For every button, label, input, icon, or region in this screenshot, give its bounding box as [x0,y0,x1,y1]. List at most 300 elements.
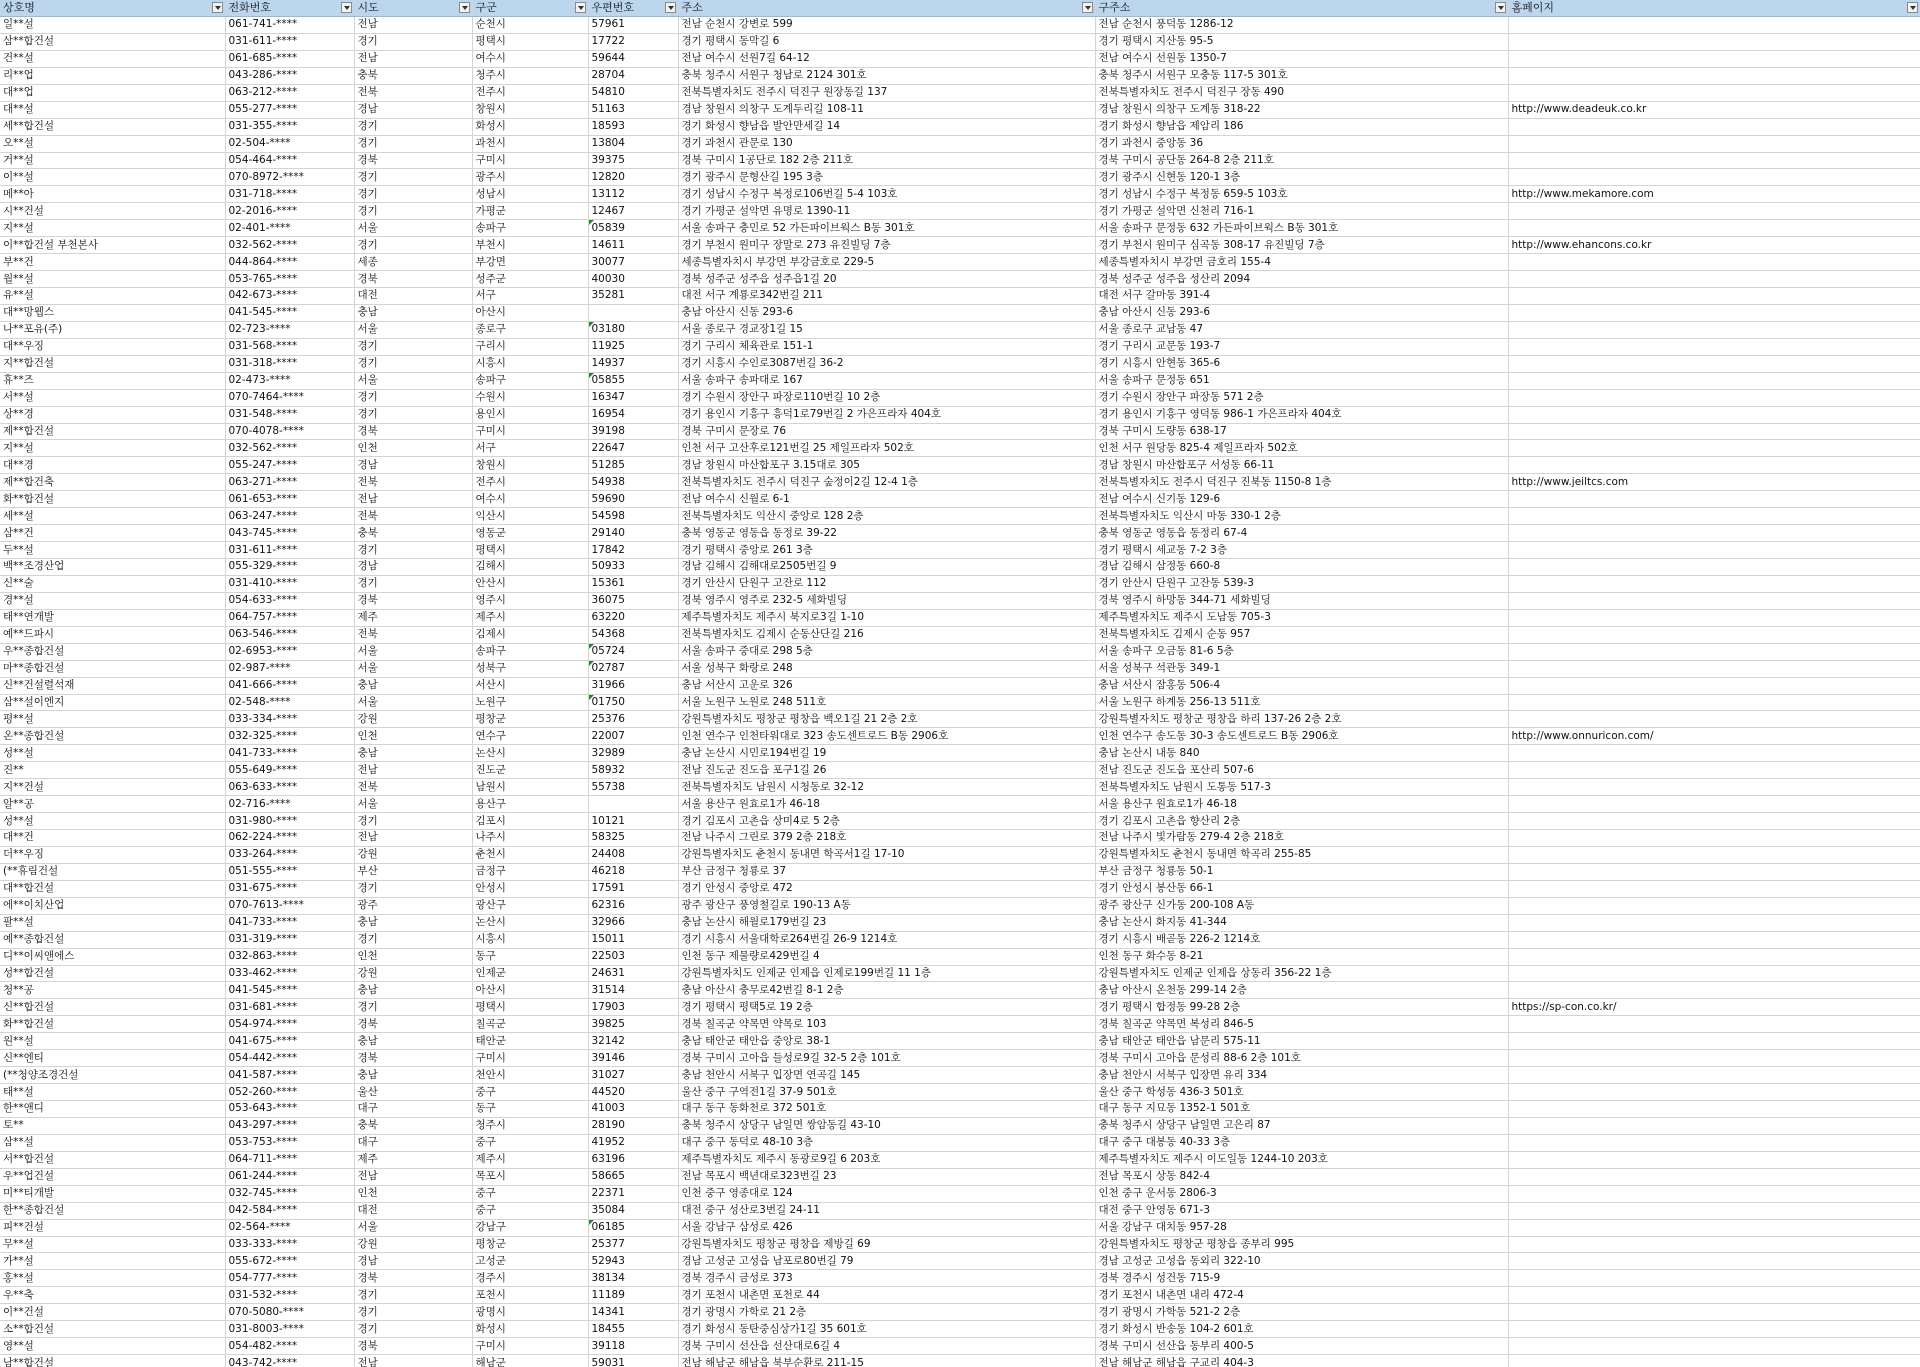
cell-address[interactable]: 제주특별자치도 제주시 동광로9길 6 203호 [678,1151,1095,1168]
cell-homepage[interactable] [1508,711,1920,728]
cell-postcode[interactable]: 51285 [588,457,678,474]
cell-company-name[interactable]: 영**설 [0,1338,225,1355]
cell-homepage[interactable] [1508,440,1920,457]
cell-district[interactable]: 중구 [472,1084,588,1101]
cell-district[interactable]: 전주시 [472,474,588,491]
cell-address[interactable]: 전남 여수시 선원7길 64-12 [678,50,1095,67]
cell-address[interactable]: 경기 구리시 체육관로 151-1 [678,338,1095,355]
cell-address[interactable]: 경기 가평군 설악면 유명로 1390-11 [678,203,1095,220]
cell-phone[interactable]: 02-723-**** [225,321,354,338]
cell-province[interactable]: 경북 [354,423,472,440]
cell-province[interactable]: 울산 [354,1084,472,1101]
cell-province[interactable]: 대구 [354,1101,472,1118]
cell-homepage[interactable] [1508,830,1920,847]
cell-province[interactable]: 경기 [354,169,472,186]
cell-province[interactable]: 경기 [354,813,472,830]
cell-province[interactable]: 경기 [354,389,472,406]
cell-homepage[interactable] [1508,1084,1920,1101]
cell-phone[interactable]: 070-4078-**** [225,423,354,440]
cell-old-address[interactable]: 경기 광주시 신현동 120-1 3층 [1095,169,1508,186]
cell-province[interactable]: 경기 [354,575,472,592]
cell-phone[interactable]: 063-247-**** [225,508,354,525]
cell-phone[interactable]: 031-568-**** [225,338,354,355]
cell-postcode[interactable]: 14611 [588,237,678,254]
cell-postcode[interactable]: 28704 [588,67,678,84]
cell-company-name[interactable]: 성**합건설 [0,965,225,982]
cell-district[interactable]: 부천시 [472,237,588,254]
cell-postcode[interactable]: 18593 [588,118,678,135]
cell-postcode[interactable]: 50933 [588,559,678,576]
cell-company-name[interactable]: 팔**설 [0,914,225,931]
cell-postcode[interactable]: 13804 [588,135,678,152]
cell-company-name[interactable]: (**휴림건설 [0,863,225,880]
cell-province[interactable]: 경기 [354,338,472,355]
cell-postcode[interactable]: 54598 [588,508,678,525]
cell-old-address[interactable]: 경북 구미시 고아읍 문성리 88-6 2층 101호 [1095,1050,1508,1067]
cell-province[interactable]: 경기 [354,542,472,559]
cell-address[interactable]: 울산 중구 구역전1길 37-9 501호 [678,1084,1095,1101]
cell-district[interactable]: 평택시 [472,999,588,1016]
cell-postcode[interactable]: 39375 [588,152,678,169]
cell-company-name[interactable]: 태**연개발 [0,609,225,626]
cell-district[interactable]: 여수시 [472,491,588,508]
cell-old-address[interactable]: 강원특별자치도 평창군 평창읍 종부리 995 [1095,1236,1508,1253]
cell-homepage[interactable] [1508,321,1920,338]
cell-old-address[interactable]: 충남 논산시 화지동 41-344 [1095,914,1508,931]
cell-province[interactable]: 경기 [354,186,472,203]
cell-homepage[interactable] [1508,1287,1920,1304]
cell-postcode[interactable]: 22007 [588,728,678,745]
cell-company-name[interactable]: (**청양조경건설 [0,1067,225,1084]
cell-phone[interactable]: 055-672-**** [225,1253,354,1270]
cell-district[interactable]: 논산시 [472,745,588,762]
cell-phone[interactable]: 031-611-**** [225,33,354,50]
cell-phone[interactable]: 053-753-**** [225,1134,354,1151]
cell-address[interactable]: 서울 용산구 원효로1가 46-18 [678,796,1095,813]
cell-company-name[interactable]: 제**합건설 [0,423,225,440]
cell-address[interactable]: 인천 동구 제물량로429번길 4 [678,948,1095,965]
cell-address[interactable]: 전남 목포시 백년대로323번길 23 [678,1168,1095,1185]
cell-address[interactable]: 경기 화성시 동탄중심상가1길 35 601호 [678,1321,1095,1338]
cell-postcode[interactable]: 16954 [588,406,678,423]
cell-address[interactable]: 충북 청주시 상당구 남일면 쌍암동길 43-10 [678,1117,1095,1134]
cell-company-name[interactable]: 거**설 [0,152,225,169]
cell-postcode[interactable]: 32142 [588,1033,678,1050]
cell-phone[interactable]: 042-584-**** [225,1202,354,1219]
cell-district[interactable]: 아산시 [472,982,588,999]
cell-district[interactable]: 포천시 [472,1287,588,1304]
cell-postcode[interactable]: 22647 [588,440,678,457]
cell-district[interactable]: 구미시 [472,152,588,169]
cell-postcode[interactable] [588,304,678,321]
cell-old-address[interactable]: 충남 논산시 내동 840 [1095,745,1508,762]
cell-company-name[interactable]: 더**우징 [0,846,225,863]
cell-homepage[interactable] [1508,491,1920,508]
cell-postcode[interactable]: 58325 [588,830,678,847]
cell-province[interactable]: 충남 [354,677,472,694]
cell-phone[interactable]: 070-7464-**** [225,389,354,406]
cell-district[interactable]: 구미시 [472,1338,588,1355]
cell-province[interactable]: 경북 [354,1016,472,1033]
cell-phone[interactable]: 063-271-**** [225,474,354,491]
cell-province[interactable]: 전북 [354,779,472,796]
cell-homepage[interactable] [1508,67,1920,84]
cell-old-address[interactable]: 제주특별자치도 제주시 도남동 705-3 [1095,609,1508,626]
cell-homepage[interactable] [1508,33,1920,50]
cell-homepage[interactable] [1508,1338,1920,1355]
cell-old-address[interactable]: 경북 구미시 선산읍 동부리 400-5 [1095,1338,1508,1355]
cell-address[interactable]: 경기 광명시 가학로 21 2층 [678,1304,1095,1321]
cell-province[interactable]: 경기 [354,135,472,152]
cell-homepage[interactable] [1508,745,1920,762]
filter-dropdown-icon[interactable] [341,2,352,13]
cell-phone[interactable]: 02-504-**** [225,135,354,152]
cell-phone[interactable]: 051-555-**** [225,863,354,880]
cell-phone[interactable]: 043-742-**** [225,1355,354,1367]
cell-address[interactable]: 경기 김포시 고촌읍 상미4로 5 2층 [678,813,1095,830]
cell-company-name[interactable]: 한**앤디 [0,1101,225,1118]
cell-address[interactable]: 경기 시흥시 수인로3087번길 36-2 [678,355,1095,372]
cell-postcode[interactable]: 16347 [588,389,678,406]
cell-homepage[interactable] [1508,863,1920,880]
cell-postcode[interactable]: 46218 [588,863,678,880]
cell-phone[interactable]: 054-633-**** [225,592,354,609]
cell-district[interactable]: 나주시 [472,830,588,847]
cell-old-address[interactable]: 전북특별자치도 김제시 순동 957 [1095,626,1508,643]
cell-province[interactable]: 충북 [354,1117,472,1134]
cell-province[interactable]: 전남 [354,17,472,34]
cell-province[interactable]: 경남 [354,1253,472,1270]
cell-company-name[interactable]: 삼**합건설 [0,33,225,50]
cell-address[interactable]: 서울 송파구 송파대로 167 [678,372,1095,389]
cell-homepage[interactable] [1508,542,1920,559]
cell-postcode[interactable]: 03180 [588,321,678,338]
cell-homepage[interactable] [1508,169,1920,186]
cell-address[interactable]: 경북 영주시 영주로 232-5 세화빌딩 [678,592,1095,609]
cell-company-name[interactable]: 대**건 [0,830,225,847]
cell-homepage[interactable] [1508,254,1920,271]
cell-company-name[interactable]: 월**설 [0,271,225,288]
cell-district[interactable]: 서산시 [472,677,588,694]
cell-company-name[interactable]: 메**아 [0,186,225,203]
cell-district[interactable]: 송파구 [472,372,588,389]
cell-province[interactable]: 충남 [354,1033,472,1050]
cell-phone[interactable]: 031-8003-**** [225,1321,354,1338]
cell-district[interactable]: 목포시 [472,1168,588,1185]
cell-old-address[interactable]: 전북특별자치도 익산시 마동 330-1 2층 [1095,508,1508,525]
cell-postcode[interactable]: 36075 [588,592,678,609]
cell-address[interactable]: 경기 안성시 중앙로 472 [678,880,1095,897]
cell-homepage[interactable] [1508,1270,1920,1287]
cell-province[interactable]: 경기 [354,931,472,948]
cell-company-name[interactable]: 대**우징 [0,338,225,355]
cell-district[interactable]: 부강면 [472,254,588,271]
cell-province[interactable]: 서울 [354,694,472,711]
cell-postcode[interactable]: 62316 [588,897,678,914]
cell-postcode[interactable]: 02787 [588,660,678,677]
cell-phone[interactable]: 063-546-**** [225,626,354,643]
cell-homepage[interactable] [1508,626,1920,643]
cell-postcode[interactable]: 52943 [588,1253,678,1270]
cell-old-address[interactable]: 경기 화성시 향남읍 제암리 186 [1095,118,1508,135]
cell-old-address[interactable]: 전남 순천시 풍덕동 1286-12 [1095,17,1508,34]
cell-province[interactable]: 경북 [354,1338,472,1355]
cell-address[interactable]: 경기 수원시 장안구 파장로110번길 10 2층 [678,389,1095,406]
cell-old-address[interactable]: 경북 성주군 성주읍 성산리 2094 [1095,271,1508,288]
cell-phone[interactable]: 032-863-**** [225,948,354,965]
cell-address[interactable]: 서울 송파구 중대로 298 5층 [678,643,1095,660]
cell-homepage[interactable]: http://www.deadeuk.co.kr [1508,101,1920,118]
cell-homepage[interactable] [1508,135,1920,152]
cell-old-address[interactable]: 충북 영동군 영동읍 동정리 67-4 [1095,525,1508,542]
cell-homepage[interactable] [1508,559,1920,576]
cell-address[interactable]: 충남 천안시 서북구 입장면 연곡길 145 [678,1067,1095,1084]
cell-province[interactable]: 경기 [354,1304,472,1321]
cell-homepage[interactable]: http://www.mekamore.com [1508,186,1920,203]
cell-homepage[interactable] [1508,152,1920,169]
cell-address[interactable]: 충남 아산시 충무로42번길 8-1 2층 [678,982,1095,999]
cell-company-name[interactable]: 대**망웹스 [0,304,225,321]
filter-dropdown-icon[interactable] [665,2,676,13]
cell-district[interactable]: 남원시 [472,779,588,796]
cell-old-address[interactable]: 충남 태안군 태안읍 남문리 575-11 [1095,1033,1508,1050]
cell-company-name[interactable]: 홍**설 [0,1270,225,1287]
cell-old-address[interactable]: 경기 안산시 단원구 고잔동 539-3 [1095,575,1508,592]
cell-company-name[interactable]: 대**업 [0,84,225,101]
cell-district[interactable]: 시흥시 [472,931,588,948]
cell-old-address[interactable]: 전남 해남군 해남읍 구교리 404-3 [1095,1355,1508,1367]
cell-province[interactable]: 경기 [354,406,472,423]
cell-postcode[interactable]: 54810 [588,84,678,101]
cell-homepage[interactable] [1508,813,1920,830]
cell-province[interactable]: 경기 [354,355,472,372]
cell-address[interactable]: 경기 평택시 동막길 6 [678,33,1095,50]
cell-old-address[interactable]: 경기 수원시 장안구 파장동 571 2층 [1095,389,1508,406]
cell-old-address[interactable]: 경기 평택시 세교동 7-2 3층 [1095,542,1508,559]
cell-old-address[interactable]: 전남 목포시 상동 842-4 [1095,1168,1508,1185]
cell-district[interactable]: 경주시 [472,1270,588,1287]
cell-address[interactable]: 경기 용인시 기흥구 흥덕1로79번길 2 가은프라자 404호 [678,406,1095,423]
cell-phone[interactable]: 031-675-**** [225,880,354,897]
cell-province[interactable]: 경북 [354,271,472,288]
cell-postcode[interactable]: 11189 [588,1287,678,1304]
cell-company-name[interactable]: 남**합건설 [0,1355,225,1367]
cell-address[interactable]: 대구 동구 동화천로 372 501호 [678,1101,1095,1118]
cell-address[interactable]: 경북 칠곡군 약목면 약목로 103 [678,1016,1095,1033]
cell-company-name[interactable]: 삼**설이엔지 [0,694,225,711]
cell-company-name[interactable]: 디**이씨앤에스 [0,948,225,965]
cell-district[interactable]: 영주시 [472,592,588,609]
cell-address[interactable]: 경북 구미시 문장로 76 [678,423,1095,440]
cell-old-address[interactable]: 강원특별자치도 평창군 평창읍 하리 137-26 2층 2호 [1095,711,1508,728]
cell-phone[interactable]: 070-7613-**** [225,897,354,914]
cell-company-name[interactable]: 대**합건설 [0,880,225,897]
cell-company-name[interactable]: 미**티개발 [0,1185,225,1202]
cell-homepage[interactable] [1508,1033,1920,1050]
cell-province[interactable]: 경기 [354,203,472,220]
cell-old-address[interactable]: 경기 평택시 지산동 95-5 [1095,33,1508,50]
cell-province[interactable]: 대구 [354,1134,472,1151]
cell-province[interactable]: 강원 [354,711,472,728]
cell-province[interactable]: 경북 [354,1270,472,1287]
cell-postcode[interactable]: 55738 [588,779,678,796]
cell-company-name[interactable]: 신**엔티 [0,1050,225,1067]
cell-postcode[interactable]: 54368 [588,626,678,643]
cell-province[interactable]: 경기 [354,33,472,50]
cell-address[interactable]: 전남 순천시 강변로 599 [678,17,1095,34]
cell-old-address[interactable]: 충남 아산시 신동 293-6 [1095,304,1508,321]
cell-postcode[interactable]: 18455 [588,1321,678,1338]
cell-address[interactable]: 인천 중구 영종대로 124 [678,1185,1095,1202]
cell-postcode[interactable]: 17842 [588,542,678,559]
cell-district[interactable]: 평택시 [472,542,588,559]
cell-postcode[interactable]: 05724 [588,643,678,660]
cell-province[interactable]: 전남 [354,1355,472,1367]
cell-old-address[interactable]: 강원특별자치도 춘천시 동내면 학곡리 255-85 [1095,846,1508,863]
cell-company-name[interactable]: 삼**설 [0,1134,225,1151]
cell-province[interactable]: 서울 [354,220,472,237]
cell-address[interactable]: 인천 연수구 인천타워대로 323 송도센트로드 B동 2906호 [678,728,1095,745]
cell-phone[interactable]: 032-562-**** [225,237,354,254]
cell-address[interactable]: 강원특별자치도 평창군 평창읍 제방길 69 [678,1236,1095,1253]
cell-postcode[interactable]: 39825 [588,1016,678,1033]
cell-homepage[interactable] [1508,1219,1920,1236]
cell-province[interactable]: 전남 [354,491,472,508]
cell-province[interactable]: 전남 [354,830,472,847]
cell-phone[interactable]: 032-325-**** [225,728,354,745]
cell-province[interactable]: 서울 [354,660,472,677]
cell-district[interactable]: 광산구 [472,897,588,914]
cell-phone[interactable]: 02-473-**** [225,372,354,389]
cell-postcode[interactable]: 44520 [588,1084,678,1101]
cell-postcode[interactable] [588,796,678,813]
cell-address[interactable]: 서울 노원구 노원로 248 511호 [678,694,1095,711]
cell-old-address[interactable]: 경북 영주시 하망동 344-71 세화빌딩 [1095,592,1508,609]
cell-district[interactable]: 제주시 [472,609,588,626]
cell-district[interactable]: 종로구 [472,321,588,338]
cell-phone[interactable]: 041-666-**** [225,677,354,694]
cell-address[interactable]: 경기 화성시 향남읍 발안만세길 14 [678,118,1095,135]
filter-dropdown-icon[interactable] [212,2,223,13]
cell-company-name[interactable]: 에**이치산업 [0,897,225,914]
cell-phone[interactable]: 053-765-**** [225,271,354,288]
cell-province[interactable]: 경남 [354,457,472,474]
cell-province[interactable]: 서울 [354,1219,472,1236]
cell-company-name[interactable]: 세**설 [0,508,225,525]
cell-phone[interactable]: 070-8972-**** [225,169,354,186]
cell-address[interactable]: 대구 중구 동덕로 48-10 3층 [678,1134,1095,1151]
cell-homepage[interactable] [1508,288,1920,305]
cell-province[interactable]: 강원 [354,846,472,863]
filter-dropdown-icon[interactable] [1082,2,1093,13]
cell-province[interactable]: 경기 [354,1321,472,1338]
cell-district[interactable]: 김해시 [472,559,588,576]
cell-district[interactable]: 제주시 [472,1151,588,1168]
cell-company-name[interactable]: 태**설 [0,1084,225,1101]
cell-company-name[interactable]: 이**합건설 부천본사 [0,237,225,254]
cell-province[interactable]: 서울 [354,372,472,389]
cell-district[interactable]: 영동군 [472,525,588,542]
cell-homepage[interactable] [1508,17,1920,34]
cell-postcode[interactable]: 58932 [588,762,678,779]
cell-homepage[interactable] [1508,779,1920,796]
cell-postcode[interactable]: 63220 [588,609,678,626]
cell-province[interactable]: 경기 [354,237,472,254]
cell-homepage[interactable] [1508,1067,1920,1084]
cell-old-address[interactable]: 전북특별자치도 전주시 덕진구 진북동 1150-8 1층 [1095,474,1508,491]
cell-company-name[interactable]: 삼**건 [0,525,225,542]
cell-company-name[interactable]: 지**설 [0,440,225,457]
cell-phone[interactable]: 031-548-**** [225,406,354,423]
cell-district[interactable]: 서구 [472,440,588,457]
filter-dropdown-icon[interactable] [1495,2,1506,13]
cell-company-name[interactable]: 진** [0,762,225,779]
cell-phone[interactable]: 041-733-**** [225,745,354,762]
cell-homepage[interactable] [1508,1151,1920,1168]
cell-address[interactable]: 충남 아산시 신동 293-6 [678,304,1095,321]
cell-address[interactable]: 세종특별자치시 부강면 부강금호로 229-5 [678,254,1095,271]
cell-district[interactable]: 동구 [472,948,588,965]
cell-address[interactable]: 경남 창원시 마산합포구 3.15대로 305 [678,457,1095,474]
cell-address[interactable]: 전북특별자치도 전주시 덕진구 숲정이2길 12-4 1층 [678,474,1095,491]
cell-company-name[interactable]: 오**설 [0,135,225,152]
cell-postcode[interactable]: 38134 [588,1270,678,1287]
cell-postcode[interactable]: 29140 [588,525,678,542]
cell-address[interactable]: 경남 고성군 고성읍 남포로80번길 79 [678,1253,1095,1270]
cell-address[interactable]: 서울 송파구 충민로 52 가든파이브웍스 B동 301호 [678,220,1095,237]
cell-province[interactable]: 충남 [354,745,472,762]
cell-homepage[interactable] [1508,643,1920,660]
cell-old-address[interactable]: 서울 송파구 오금동 81-6 5층 [1095,643,1508,660]
cell-phone[interactable]: 054-482-**** [225,1338,354,1355]
cell-province[interactable]: 인천 [354,728,472,745]
cell-postcode[interactable]: 11925 [588,338,678,355]
cell-province[interactable]: 경남 [354,101,472,118]
cell-phone[interactable]: 031-718-**** [225,186,354,203]
cell-district[interactable]: 안성시 [472,880,588,897]
cell-old-address[interactable]: 인천 연수구 송도동 30-3 송도센트로드 B동 2906호 [1095,728,1508,745]
cell-phone[interactable]: 055-649-**** [225,762,354,779]
cell-province[interactable]: 대전 [354,1202,472,1219]
cell-postcode[interactable]: 05839 [588,220,678,237]
cell-old-address[interactable]: 경북 칠곡군 약목면 복성리 846-5 [1095,1016,1508,1033]
cell-homepage[interactable] [1508,609,1920,626]
cell-province[interactable]: 강원 [354,1236,472,1253]
cell-address[interactable]: 대전 중구 성산로3번길 24-11 [678,1202,1095,1219]
cell-company-name[interactable]: 건**설 [0,50,225,67]
cell-company-name[interactable]: 리**업 [0,67,225,84]
cell-district[interactable]: 창원시 [472,457,588,474]
cell-postcode[interactable]: 12467 [588,203,678,220]
cell-company-name[interactable]: 이**설 [0,169,225,186]
cell-old-address[interactable]: 경기 화성시 반송동 104-2 601호 [1095,1321,1508,1338]
cell-province[interactable]: 경기 [354,880,472,897]
cell-district[interactable]: 전주시 [472,84,588,101]
cell-address[interactable]: 부산 금정구 청룡로 37 [678,863,1095,880]
cell-company-name[interactable]: 알**공 [0,796,225,813]
cell-district[interactable]: 청주시 [472,67,588,84]
cell-postcode[interactable]: 15011 [588,931,678,948]
cell-postcode[interactable]: 40030 [588,271,678,288]
cell-old-address[interactable]: 경북 구미시 도량동 638-17 [1095,423,1508,440]
cell-postcode[interactable]: 59031 [588,1355,678,1367]
cell-phone[interactable]: 041-587-**** [225,1067,354,1084]
cell-address[interactable]: 경북 구미시 고아읍 들성로9길 32-5 2층 101호 [678,1050,1095,1067]
cell-address[interactable]: 경기 부천시 원미구 장말로 273 유진빌딩 7층 [678,237,1095,254]
cell-phone[interactable]: 032-745-**** [225,1185,354,1202]
cell-district[interactable]: 청주시 [472,1117,588,1134]
cell-homepage[interactable] [1508,271,1920,288]
